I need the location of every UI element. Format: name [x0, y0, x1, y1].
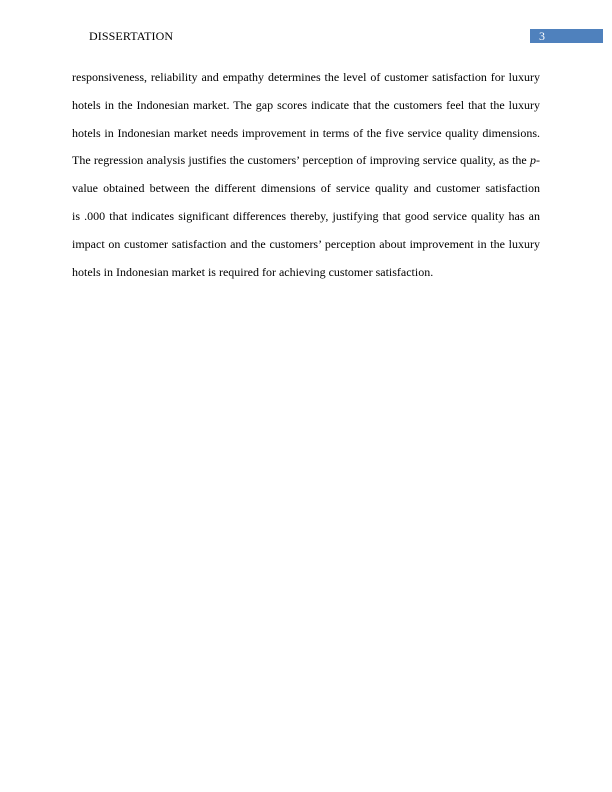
page-number: 3 [539, 29, 545, 43]
paragraph-line: impact on customer satisfaction and the customers’ perception about improvement in the luxury [72, 236, 540, 251]
italic-p-value: p- [530, 153, 540, 168]
paragraph-line-with-italic [72, 147, 540, 175]
paragraph-line-text: The regression analysis justifies the customers’ perception of improving service quality, as the [72, 153, 530, 168]
running-header-title: DISSERTATION [89, 29, 174, 43]
paragraph-line: value obtained between the different dimensions of service quality and customer satisfaction [72, 181, 540, 196]
body-paragraph [72, 64, 540, 286]
page-number-badge [530, 29, 603, 43]
paragraph-line: hotels in the Indonesian market. The gap scores indicate that the customers feel that the luxury [72, 97, 540, 112]
paragraph-line: is .000 that indicates significant differences thereby, justifying that good service quality has an [72, 208, 540, 223]
paragraph-line: responsiveness, reliability and empathy determines the level of customer satisfaction for luxury [72, 70, 540, 84]
paragraph-line: hotels in Indonesian market needs improvement in terms of the five service quality dimensions. [72, 125, 540, 140]
paragraph-line-last: hotels in Indonesian market is required for achieving customer satisfaction. [72, 264, 434, 279]
